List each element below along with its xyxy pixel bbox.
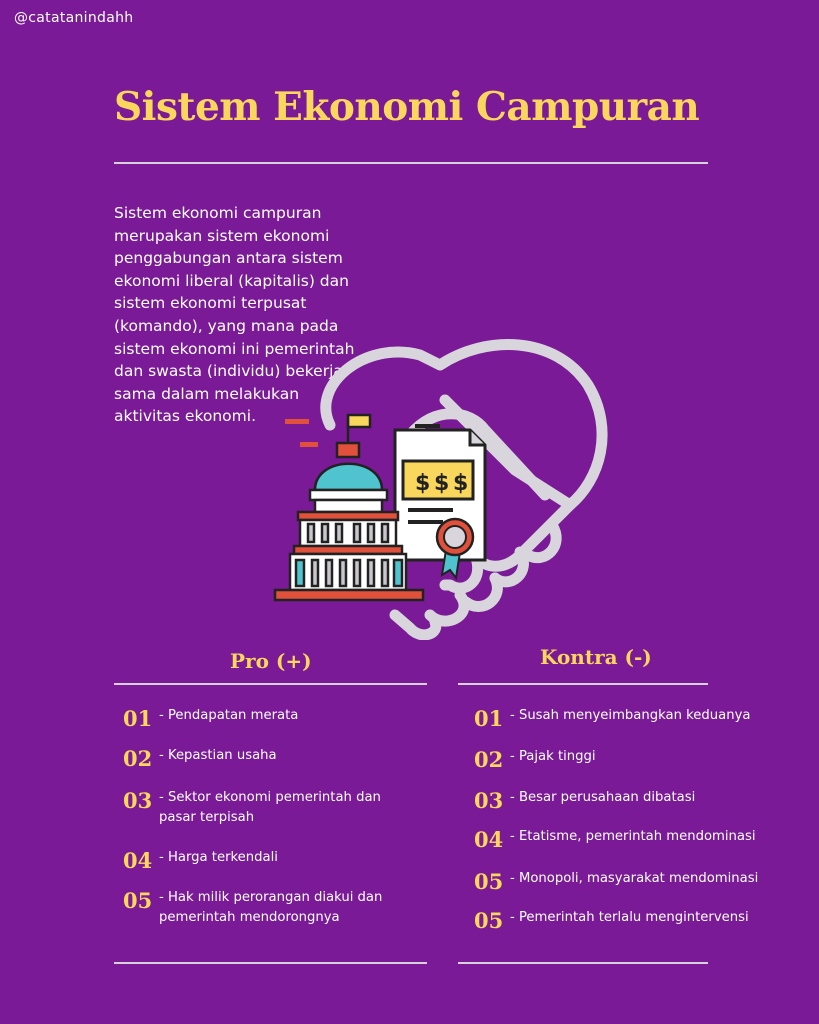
kontra-item — [474, 788, 774, 814]
page-title: Sistem Ekonomi Campuran — [114, 84, 700, 130]
item-number: 05 — [474, 869, 504, 894]
item-number: 03 — [123, 788, 153, 813]
item-number: 01 — [123, 706, 153, 731]
item-text: - Pendapatan merata — [159, 708, 299, 723]
item-number: 04 — [123, 848, 153, 873]
intro-paragraph: Sistem ekonomi campuran merupakan sistem ekonomi penggabungan antara sistem ekonomi liberal (kapitalis) dan sistem ekonomi terpusat (komando), yang mana pada sistem ekonomi ini pemerintah dan swasta (individu) bekerja sama dalam melakukan aktivitas ekonomi. — [114, 204, 355, 426]
dollar-sign: $ — [453, 471, 469, 496]
accent-dash-icon — [300, 442, 318, 447]
item-text: - Monopoli, masyarakat mendominasi — [510, 871, 759, 886]
item-text: - Sektor ekonomi pemerintah dan pasar terpisah — [159, 790, 381, 825]
item-text: - Harga terkendali — [159, 850, 278, 865]
item-text: - Susah menyeimbangkan keduanya — [510, 708, 751, 723]
item-text: - Hak milik perorangan diakui dan pemerintah mendorongnya — [159, 890, 383, 925]
pro-heading-divider — [114, 683, 427, 685]
dollar-sign: $ — [415, 471, 431, 496]
pro-item — [123, 888, 443, 928]
pro-heading: Pro (+) — [230, 649, 312, 673]
kontra-item — [474, 908, 774, 934]
pro-item — [123, 706, 423, 732]
award-badge-icon — [437, 519, 473, 578]
item-number: 05 — [474, 908, 504, 933]
item-text: - Besar perusahaan dibatasi — [510, 790, 696, 805]
item-text: - Pajak tinggi — [510, 749, 596, 764]
kontra-item — [474, 747, 774, 773]
item-number: 04 — [474, 827, 504, 852]
item-number: 03 — [474, 788, 504, 813]
kontra-heading-divider — [458, 683, 708, 685]
illustration — [270, 330, 620, 640]
item-text: - Etatisme, pemerintah mendominasi — [510, 829, 756, 844]
pro-bottom-divider — [114, 962, 427, 964]
item-number: 05 — [123, 888, 153, 913]
dollar-sign: $ — [434, 471, 450, 496]
item-text: - Kepastian usaha — [159, 748, 277, 763]
kontra-item — [474, 869, 774, 895]
kontra-heading: Kontra (-) — [540, 645, 652, 669]
item-number: 02 — [123, 746, 153, 771]
kontra-item — [474, 827, 774, 853]
accent-dash-icon — [285, 419, 309, 424]
pro-item — [123, 788, 423, 828]
item-number: 02 — [474, 747, 504, 772]
pro-item — [123, 848, 423, 874]
kontra-item — [474, 706, 774, 732]
item-text: - Pemerintah terlalu mengintervensi — [510, 910, 749, 925]
item-number: 01 — [474, 706, 504, 731]
author-handle: @catatanindahh — [14, 10, 134, 26]
kontra-bottom-divider — [458, 962, 708, 964]
title-divider — [114, 162, 708, 164]
pro-item — [123, 746, 423, 772]
